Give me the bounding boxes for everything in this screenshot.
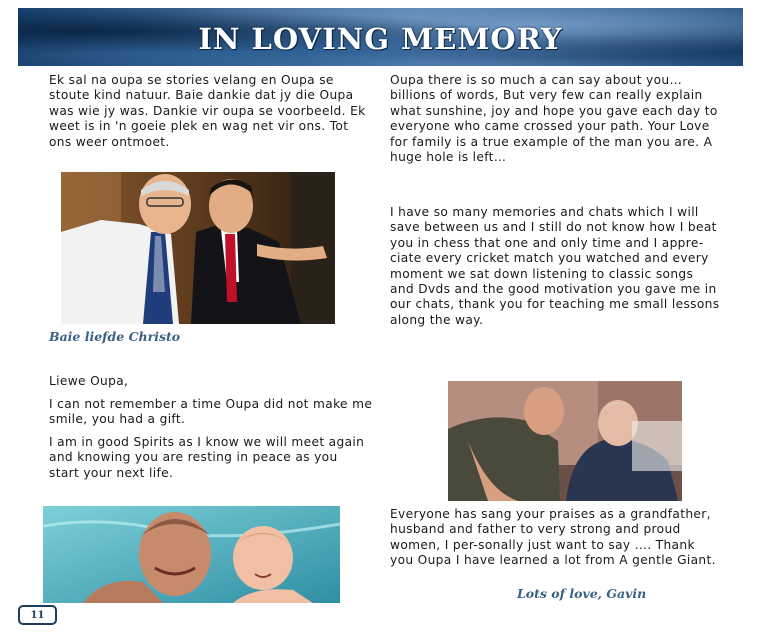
right-paragraph-3: Everyone has sang your praises as a grandfather, husband and father to very strong and proud women, I per-sonally just want to say …. Thank you Oupa I have learned a lot from A gentle Giant. bbox=[390, 507, 716, 568]
signature-gavin: Lots of love, Gavin bbox=[517, 586, 647, 601]
greeting-liewe-oupa: Liewe Oupa, bbox=[49, 374, 129, 388]
photo-grandfather-gavin bbox=[448, 381, 682, 501]
left-paragraph-3: I am in good Spirits as I know we will meet again and knowing you are resting in peace as you start your next life. bbox=[49, 435, 365, 480]
header-banner bbox=[18, 8, 743, 66]
left-paragraph-2: I can not remember a time Oupa did not make me smile, you had a gift. bbox=[49, 397, 373, 427]
signature-christo: Baie liefde Christo bbox=[49, 329, 181, 344]
right-paragraph-2: I have so many memories and chats which I will save between us and I still do not know how I beat you in chess that one and only time and I appre-ciate every cricket match you watched and every moment we sat down listening to classic songs and Dvds and the good motivation you gave me in our chats, thank you for teaching me small lessons along the way. bbox=[390, 205, 720, 327]
photo-grandfather-christo bbox=[61, 172, 335, 324]
right-paragraph-1: Oupa there is so much a can say about you… billions of words, But very few can really explain what sunshine, joy and hope you gave each day to everyone who came crossed your path. Your Love for family is a true example of the man you are. A huge hole is left… bbox=[390, 73, 718, 165]
photo-grandfather-baby-pool bbox=[43, 506, 340, 603]
left-paragraph-1: Ek sal na oupa se stories velang en Oupa se stoute kind natuur. Baie dankie dat jy die Oupa was wie jy was. Dankie vir oupa se voorbeeld. Ek weet is in 'n goeie plek en wag net vir ons. Tot ons weer ontmoet. bbox=[49, 73, 366, 149]
page-title: IN LOVING MEMORY bbox=[198, 22, 563, 56]
page-number-badge: 11 bbox=[18, 605, 57, 625]
